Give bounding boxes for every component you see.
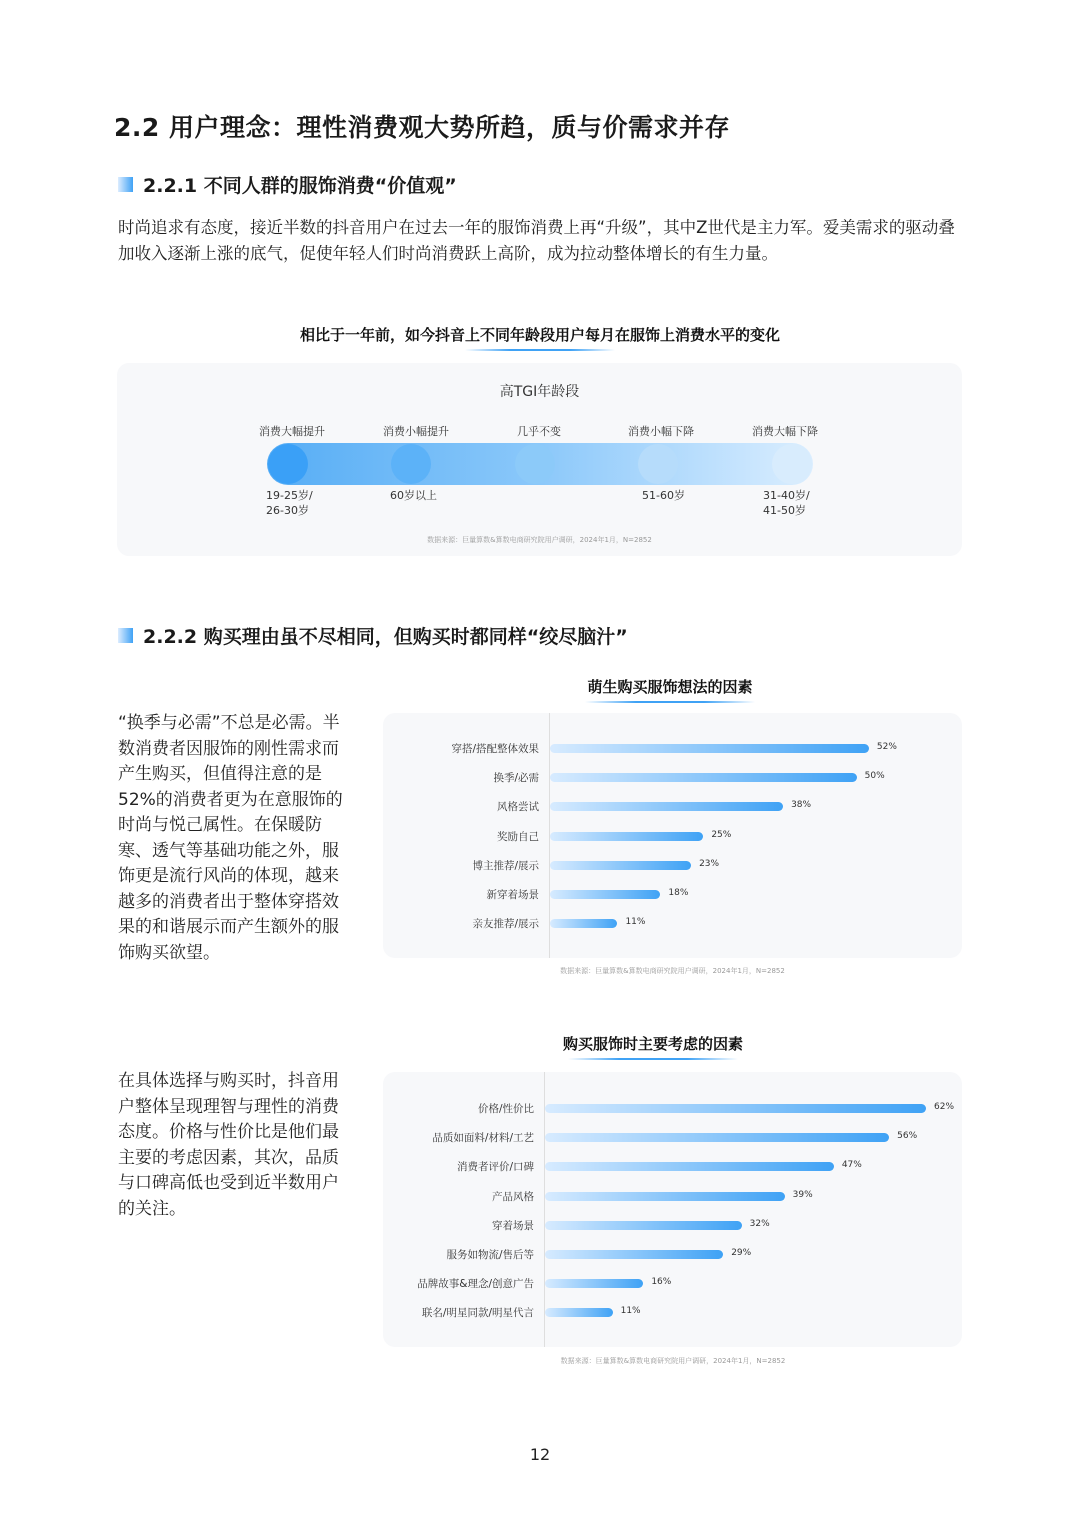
tgi-chart-title xyxy=(240,324,840,351)
bar-category-label: 穿搭/搭配整体效果 xyxy=(451,743,539,755)
bar-value-label: 11% xyxy=(625,917,646,928)
bar-category-label: 品质如面料/材料/工艺 xyxy=(432,1132,534,1145)
page-number: 12 xyxy=(529,1445,551,1464)
data-source: 数据来源：巨量算数&算数电商研究院用户调研，2024年1月，N=2852 xyxy=(560,967,785,975)
level-dot xyxy=(391,444,431,484)
subsection-title-2: 2.2.2 购买理由虽不尽相同，但购买时都同样“绞尽脑汁” xyxy=(143,626,628,648)
bar-category-label: 联名/明星同款/明星代言 xyxy=(421,1307,534,1320)
bar xyxy=(550,861,691,870)
tgi-card xyxy=(117,363,962,556)
level-dot xyxy=(772,444,812,484)
bar xyxy=(545,1308,613,1317)
bar-value-label: 16% xyxy=(651,1277,672,1288)
data-source: 数据来源：巨量算数&算数电商研究院用户调研，2024年1月，N=2852 xyxy=(560,1357,786,1365)
level-dot xyxy=(268,444,308,484)
bar-value-label: 29% xyxy=(731,1248,752,1258)
chart-axis xyxy=(544,1072,545,1347)
bar-value-label: 62% xyxy=(934,1102,955,1112)
chart2-title-text: 购买服饰时主要考虑的因素 xyxy=(562,1035,743,1053)
title-underline xyxy=(465,349,615,351)
bar-value-label: 39% xyxy=(792,1189,813,1200)
title-underline xyxy=(568,1058,738,1060)
bar-category-label: 服务如物流/售后等 xyxy=(446,1249,534,1261)
bar-category-label: 消费者评价/口碑 xyxy=(456,1161,534,1174)
bar-value-label: 25% xyxy=(711,829,732,840)
level-label: 消费大幅提升 xyxy=(259,425,325,438)
bar xyxy=(545,1133,889,1142)
age-group: 31-40岁/ 41-50岁 xyxy=(763,489,810,517)
bar-category-label: 风格尝试 xyxy=(497,801,539,814)
bar xyxy=(550,773,857,782)
tgi-title: 高TGI年龄段 xyxy=(499,384,580,400)
level-label: 几乎不变 xyxy=(517,425,561,438)
bar-category-label: 换季/必需 xyxy=(493,772,539,785)
bar xyxy=(545,1221,742,1230)
subsection-heading-2 xyxy=(118,622,628,649)
intro-paragraph: 时尚追求有态度，接近半数的抖音用户在过去一年的服饰消费上再“升级”，其中Z世代是主力军。爱美需求的驱动叠加收入逐渐上涨的底气，促使年轻人们时尚消费跃上高阶，成为拉动整体增长的有生力量。 xyxy=(118,218,955,263)
data-source: 数据来源：巨量算数&算数电商研究院用户调研，2024年1月，N=2852 xyxy=(427,536,652,544)
bar-category-label: 品牌故事&理念/创意广告 xyxy=(417,1278,534,1291)
bar xyxy=(545,1162,834,1171)
side-text-2: 在具体选择与购买时，抖音用户整体呈现理智与理性的消费态度。价格与性价比是他们最主要的考虑因素，其次，品质与口碑高低也受到近半数用户的关注。 xyxy=(118,1071,339,1219)
level-label: 消费大幅下降 xyxy=(752,425,818,438)
bar xyxy=(550,919,617,928)
bar-category-label: 价格/性价比 xyxy=(477,1103,534,1115)
section-title: 2.2 用户理念：理性消费观大势所趋，质与价需求并存 xyxy=(114,113,730,142)
age-group: 60岁以上 xyxy=(390,489,437,502)
bar-value-label: 18% xyxy=(668,888,689,898)
level-label: 消费小幅下降 xyxy=(628,425,694,438)
tgi-chart-title-text: 相比于一年前，如今抖音上不同年龄段用户每月在服饰上消费水平的变化 xyxy=(299,326,780,344)
bar xyxy=(550,890,660,899)
bar-category-label: 产品风格 xyxy=(492,1190,534,1203)
level-dot xyxy=(515,444,555,484)
bar-category-label: 亲友推荐/展示 xyxy=(472,918,539,931)
subsection-heading-1 xyxy=(118,171,457,198)
age-group: 51-60岁 xyxy=(642,489,685,502)
subsection-title-1: 2.2.1 不同人群的服饰消费“价值观” xyxy=(143,175,457,197)
title-underline xyxy=(585,701,755,703)
bar-value-label: 56% xyxy=(897,1131,918,1142)
bar-category-label: 奖励自己 xyxy=(497,830,539,843)
bar-value-label: 11% xyxy=(620,1306,641,1317)
chart2-card xyxy=(383,1072,962,1347)
bar-value-label: 47% xyxy=(841,1160,862,1171)
bar xyxy=(545,1250,723,1259)
side-text-1: “换季与必需”不总是必需。半数消费者因服饰的刚性需求而产生购买，但值得注意的是52%的消费者更为在意服饰的时尚与悦己属性。在保暖防寒、透气等基础功能之外，服饰更是流行风尚的体现，越来越多的消费者出于整体穿搭效果的和谐展示而产生额外的服饰购买欲望。 xyxy=(118,713,343,963)
bar-category-label: 新穿着场景 xyxy=(486,889,539,901)
bar-value-label: 52% xyxy=(876,742,897,752)
heading-marker-icon xyxy=(118,177,133,192)
bar xyxy=(550,832,703,841)
age-group: 19-25岁/ 26-30岁 xyxy=(266,489,313,517)
bar-value-label: 32% xyxy=(749,1218,770,1229)
bar xyxy=(545,1192,785,1201)
bar xyxy=(550,802,783,811)
chart1-title-text: 萌生购买服饰想法的因素 xyxy=(587,678,753,696)
bar-category-label: 穿着场景 xyxy=(492,1219,534,1232)
level-label: 消费小幅提升 xyxy=(383,425,449,438)
bar-category-label: 博主推荐/展示 xyxy=(472,859,539,872)
bar-value-label: 50% xyxy=(864,771,885,782)
level-dot xyxy=(638,444,678,484)
chart2-title xyxy=(453,1033,853,1060)
bar xyxy=(550,744,869,753)
heading-marker-icon xyxy=(118,628,133,643)
bar-value-label: 38% xyxy=(791,800,812,811)
bar xyxy=(545,1104,926,1113)
chart1-card xyxy=(383,713,962,958)
chart1-title xyxy=(470,676,870,703)
bar xyxy=(545,1279,643,1288)
bar-value-label: 23% xyxy=(699,858,720,869)
